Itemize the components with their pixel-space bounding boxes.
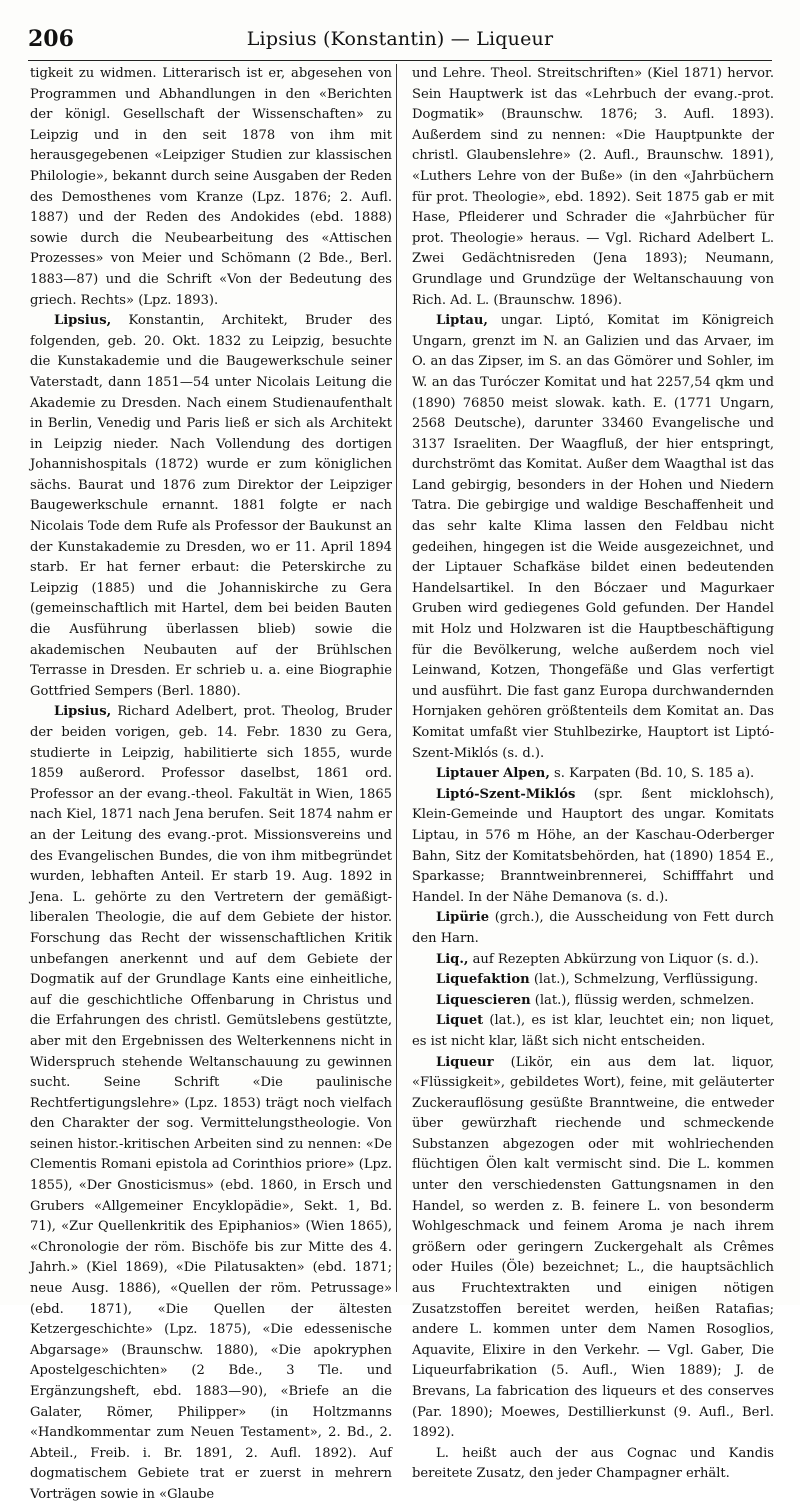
right-column: [412, 64, 774, 1485]
entry-text: (lat.), flüssig werden, schmelzen.: [534, 992, 755, 1008]
entry-headword: Lipsius,: [54, 313, 112, 329]
entry-headword: Lipsius,: [54, 704, 112, 720]
entry-headword: Liptauer Alpen,: [436, 766, 550, 782]
entry-text: Konstantin, Architekt, Bruder des folgenden, geb. 20. Okt. 1832 zu Leipzig, besuchte die Kunstakademie und die Baugewerkschule seiner Vaterstadt, dann 1851—54 unter Nicolais Leitung die Akademie zu Dresden. Nach einem Studienaufenthalt in Berlin, Venedig und Paris ließ er sich als Architekt in Leipzig nieder. Nach Vollendung des dortigen Johannishospitals (1872) wurde er zum königlichen sächs. Baurat und 1876 zum Direktor der Leipziger Baugewerkschule ernannt. 1881 folgte er nach Nicolais Tode dem Rufe als Professor der Baukunst an der Kunstakademie zu Dresden, wo er 11. April 1894 starb. Er hat ferner erbaut: die Peterskirche zu Leipzig (1885) und die Johanniskirche zu Gera (gemeinschaftlich mit Hartel, dem bei beiden Bauten die Ausführung überlassen blieb) sowie die akademischen Neubauten auf der Brühlschen Terrasse in Dresden. Er schrieb u. a. eine Biographie Gottfried Sempers (Berl. 1880).: [30, 313, 392, 699]
entry-text: (lat.), Schmelzung, Verflüssigung.: [533, 972, 759, 988]
entry-text: und Lehre. Theol. Streitschriften» (Kiel 1871) hervor. Sein Hauptwerk ist das «Lehrbuch der evang.-prot. Dogmatik» (Braunschw. 1876; 3. Aufl. 1893). Außerdem sind zu nennen: «Die Hauptpunkte der christl. Glaubenslehre» (2. Aufl., Braunschw. 1891), «Luthers Lehre von der Buße» (in den «Jahrbüchern für prot. Theologie», ebd. 1892). Seit 1875 gab er mit Hase, Pfleiderer und Schrader die «Jahrbücher für prot. Theologie» heraus. — Vgl. Richard Adelbert L. Zwei Gedächtnisreden (Jena 1893); Neumann, Grundlage und Grundzüge der Weltanschauung von Rich. Ad. L. (Braunschw. 1896).: [412, 66, 774, 308]
entry-headword: Liq.,: [436, 951, 469, 967]
entry-liptau: [412, 311, 774, 764]
entry-lipurie: [412, 908, 774, 949]
entry-liqueur: [412, 1053, 774, 1444]
entry-liq: [412, 950, 774, 971]
entry-headword: Liqueur: [436, 1054, 494, 1070]
entry-liquefaktion: [412, 970, 774, 991]
entry-lipsius-konstantin: [30, 311, 392, 702]
entry-text: (lat.), es ist klar, leuchtet ein; non liquet, es ist nicht klar, läßt sich nicht entscheiden.: [412, 1013, 774, 1049]
entry-liquescieren: [412, 991, 774, 1012]
entry-continuation: [30, 64, 392, 311]
entry-headword: Liquescieren: [436, 992, 531, 1008]
entry-headword: Liquefaktion: [436, 972, 530, 988]
left-column: [30, 64, 392, 1506]
entry-continuation: [412, 64, 774, 311]
entry-text: (Likör, ein aus dem lat. liquor, «Flüssigkeit», gebildetes Wort), feine, mit geläuterter Zuckerauflösung gesüßte Branntweine, die entweder über gewürzhaft riechende und schmeckende Substanzen abgezogen oder mit wohlriechenden flüchtigen Ölen kalt vermischt sind. Die L. kommen unter den verschiedensten Gattungsnamen in den Handel, so werden z. B. feinere L. von besonderm Wohlgeschmack und feinem Aroma je nach ihrem größern oder geringern Zuckergehalt als Crêmes oder Huiles (Öle) bezeichnet; L., die hauptsächlich aus Fruchtextrakten und einigen nötigen Zusatzstoffen bereitet werden, heißen Ratafias; andere L. kommen unter dem Namen Rosoglios, Aquavite, Elixire in den Verkehr. — Vgl. Gaber, Die Liqueurfabrikation (5. Aufl., Wien 1889); J. de Brevans, La fabrication des liqueurs et des conserves (Par. 1890); Moewes, Destillierkunst (9. Aufl., Berl. 1892).: [412, 1054, 774, 1441]
header-rule: [28, 60, 772, 61]
entry-lipsius-richard: [30, 702, 392, 1505]
entry-text: (grch.), die Ausscheidung von Fett durch den Harn.: [412, 910, 774, 946]
entry-liquet: [412, 1011, 774, 1052]
running-head: Lipsius (Konstantin) — Liqueur: [246, 28, 554, 50]
entry-lipto-szent-miklos: [412, 785, 774, 909]
entry-headword: Lipürie: [436, 910, 490, 926]
entry-headword: Liquet: [436, 1013, 484, 1029]
entry-text: s. Karpaten (Bd. 10, S. 185 a).: [554, 766, 755, 782]
entry-text: ungar. Liptó, Komitat im Königreich Ungarn, grenzt im N. an Galizien und das Arvaer, im O. an das Zipser, im S. an das Gömörer und Sohler, im W. an das Turóczer Komitat und hat 2257,54 qkm und (1890) 76850 meist slowak. kath. E. (1771 Ungarn, 2568 Deutsche), darunter 33460 Evangelische und 3137 Israeliten. Der Waagfluß, der hier entspringt, durchströmt das Komitat. Außer dem Waagthal ist das Land gebirgig, besonders in der Hohen und Niedern Tatra. Die gebirgige und waldige Beschaffenheit und das sehr kalte Klima lassen den Feldbau nicht gedeihen, hingegen ist die Weide ausgezeichnet, und der Liptauer Schafkäse bildet einen bedeutenden Handelsartikel. In den Bóczaer und Magurkaer Gruben wird gediegenes Gold gefunden. Der Handel mit Holz und Holzwaren ist die Hauptbeschäftigung für die Bevölkerung, welche außerdem noch viel Leinwand, Kotzen, Thongefäße und Glas verfertigt und ausführt. Die fast ganz Europa durchwandernden Hornjaken gehören größtenteils dem Komitat an. Das Komitat umfaßt vier Stuhlbezirke, Hauptort ist Liptó-Szent-Miklós (s. d.).: [412, 313, 774, 761]
entry-headword: Liptó-Szent-Miklós: [436, 786, 576, 802]
entry-text: Richard Adelbert, prot. Theolog, Bruder der beiden vorigen, geb. 14. Febr. 1830 zu Gera, studierte in Leipzig, habilitierte sich 1855, wurde 1859 außerord. Professor daselbst, 1861 ord. Professor an der evang.-theol. Fakultät in Wien, 1865 nach Kiel, 1871 nach Jena berufen. Seit 1874 nahm er an der Leitung des evang.-prot. Missionsvereins und des Evangelischen Bundes, die von ihm mitbegründet wurden, lebhaften Anteil. Er starb 19. Aug. 1892 in Jena. L. gehörte zu den Vertretern der gemäßigt-liberalen Theologie, die auf dem Gebiete der histor. Forschung das Recht der wissenschaftlichen Kritik unbefangen anerkennt und auf dem Gebiete der Dogmatik auf der Grundlage Kants eine einheitliche, auf die geschichtliche Offenbarung in Christus und die Erfahrungen des christl. Gemütslebens gestützte, aber mit den Ergebnissen des Welterkennens nicht in Widerspruch stehende Weltanschauung zu gewinnen sucht. Seine Schrift «Die paulinische Rechtfertigungslehre» (Lpz. 1853) trägt noch vielfach den Charakter der sog. Vermittelungstheologie. Von seinen histor.-kritischen Arbeiten sind zu nennen: «De Clementis Romani epistola ad Corinthios priore» (Lpz. 1855), «Der Gnosticismus» (ebd. 1860, in Ersch und Grubers «Allgemeiner Encyklopädie», Sekt. 1, Bd. 71), «Zur Quellenkritik des Epiphanios» (Wien 1865), «Chronologie der röm. Bischöfe bis zur Mitte des 4. Jahrh.» (Kiel 1869), «Die Pilatusakten» (ebd. 1871; neue Ausg. 1886), «Quellen der röm. Petrussage» (ebd. 1871), «Die Quellen der ältesten Ketzergeschichte» (Lpz. 1875), «Die edessenische Abgarsage» (Braunschw. 1880), «Die apokryphen Apostelgeschichten» (2 Bde., 3 Tle. und Ergänzungsheft, ebd. 1883—90), «Briefe an die Galater, Römer, Philipper» (in Holtzmanns «Handkommentar zum Neuen Testament», 2. Bd., 2. Abteil., Freib. i. Br. 1891, 2. Aufl. 1892). Auf dogmatischem Gebiete trat er zuerst in mehrern Vorträgen sowie in «Glaube: [30, 704, 392, 1502]
entry-text: L. heißt auch der aus Cognac und Kandis bereitete Zusatz, den jeder Champagner erhält.: [412, 1445, 774, 1482]
page-header: [28, 24, 772, 54]
entry-text: auf Rezepten Abkürzung von Liquor (s. d.).: [472, 951, 759, 967]
entry-text: tigkeit zu widmen. Litterarisch ist er, abgesehen von Programmen und Abhandlungen in den «Berichten der königl. Gesellschaft der Wissenschaften» zu Leipzig und in den seit 1878 von ihm mit herausgegebenen «Leipziger Studien zur klassischen Philologie», bekannt durch seine Ausgaben der Reden des Demosthenes vom Kranze (Lpz. 1876; 2. Aufl. 1887) und der Reden des Andokides (ebd. 1888) sowie durch die Neubearbeitung des «Attischen Prozesses» von Meier und Schömann (2 Bde., Berl. 1883—87) und die Schrift «Von der Bedeutung des griech. Rechts» (Lpz. 1893).: [30, 66, 392, 308]
column-divider: [396, 64, 397, 1292]
page-number: 206: [28, 26, 74, 52]
entry-headword: Liptau,: [436, 313, 488, 329]
entry-liptauer-alpen: [412, 764, 774, 785]
entry-text: (spr. ßent micklohsch), Klein-Gemeinde und Hauptort des ungar. Komitats Liptau, in 576 m Höhe, an der Kaschau-Oderberger Bahn, Sitz der Komitatsbehörden, hat (1890) 1854 E., Sparkasse; Branntweinbrennerei, Schifffahrt und Handel. In der Nähe Demanova (s. d.).: [412, 786, 774, 905]
entry-liqueur-addendum: [412, 1444, 774, 1485]
